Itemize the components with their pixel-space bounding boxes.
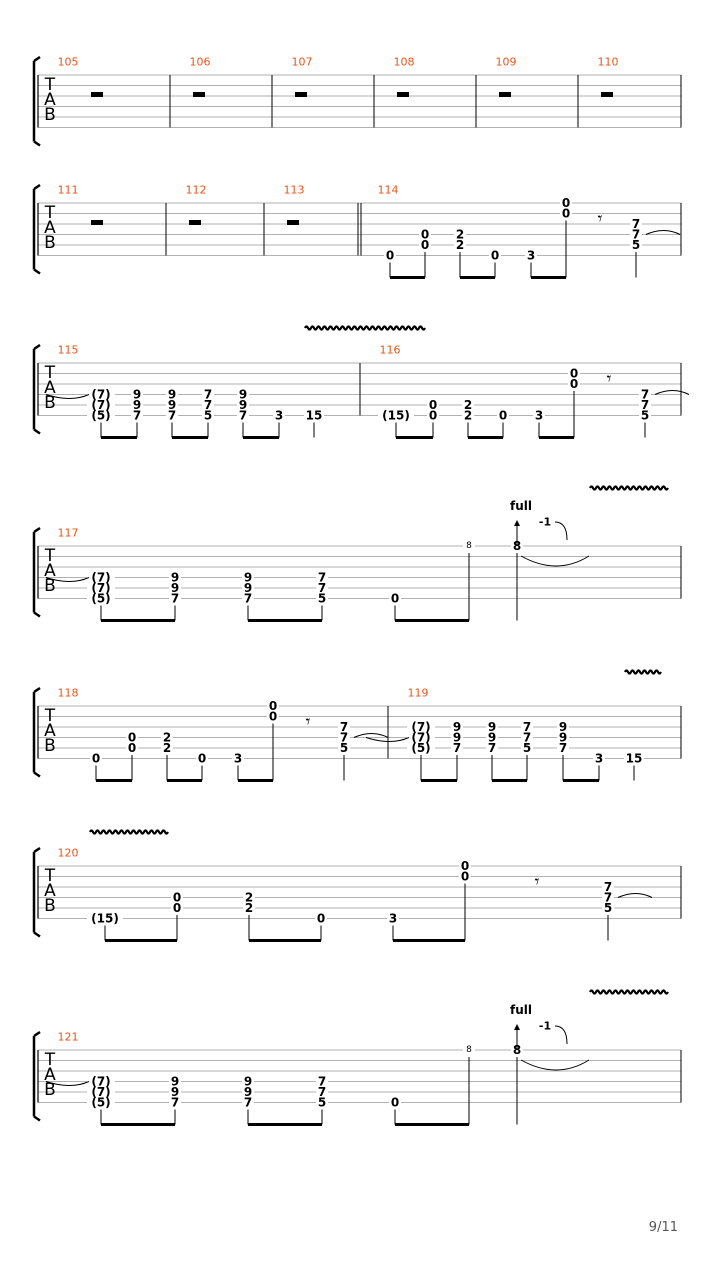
measure-number: 115 — [57, 343, 79, 357]
fret-number: 9 — [558, 730, 568, 745]
fret-number: 9 — [243, 1085, 253, 1099]
fret-number: 7 — [243, 1095, 253, 1110]
tab-clef-t: T — [44, 546, 56, 566]
release-arrow — [555, 522, 567, 540]
fret-number: 9 — [487, 730, 497, 745]
fret-number: 9 — [167, 387, 177, 402]
eighth-rest: 𝄾 — [305, 711, 311, 733]
whole-rest — [91, 220, 103, 225]
fret-number: 9 — [170, 1085, 180, 1099]
tab-system-sys-120 — [34, 848, 681, 941]
eighth-rest: 𝄾 — [597, 208, 603, 230]
vibrato-mark — [90, 831, 168, 834]
bend-arrow-head — [514, 520, 520, 526]
fret-number: 5 — [339, 741, 349, 755]
fret-number: 0 — [91, 751, 101, 766]
fret-number: 0 — [569, 366, 579, 381]
tab-clef-b: B — [44, 233, 56, 253]
fret-number: 0 — [197, 751, 207, 766]
fret-number: 0 — [428, 398, 438, 412]
fret-number: 0 — [569, 377, 579, 391]
system-bracket — [34, 848, 40, 937]
fret-number: 0 — [385, 248, 395, 263]
tab-clef-t: T — [44, 706, 56, 726]
tab-clef-b: B — [44, 1080, 56, 1100]
vibrato-mark — [590, 487, 668, 490]
fret-number: 9 — [238, 387, 248, 402]
fret-number: 2 — [244, 901, 254, 915]
fret-number: 9 — [558, 720, 568, 734]
tab-clef-a: A — [44, 881, 56, 901]
tab-clef-t: T — [44, 203, 56, 223]
whole-rest — [499, 92, 511, 97]
measure-number: 119 — [407, 686, 429, 700]
tab-clef-t: T — [44, 1050, 56, 1070]
fret-number: 7 — [243, 591, 253, 606]
fret-number: 0 — [127, 741, 137, 755]
tab-system-sys-121 — [34, 1024, 681, 1125]
fret-number: 9 — [487, 720, 497, 734]
tab-clef-b: B — [44, 736, 56, 756]
fret-number: 7 — [631, 227, 641, 242]
whole-rest — [397, 92, 409, 97]
fret-number: 2 — [455, 238, 465, 252]
fret-number: 8 — [512, 1043, 522, 1057]
fret-number: 9 — [132, 398, 142, 412]
fret-number: 5 — [631, 238, 641, 252]
tie-arc — [655, 391, 689, 395]
fret-number: 7 — [487, 741, 497, 755]
fret-number: 0 — [172, 890, 182, 905]
fret-number: (7) — [91, 387, 111, 402]
fret-number: 7 — [452, 741, 462, 755]
measure-number: 118 — [57, 686, 79, 700]
fret-number: 0 — [268, 709, 278, 724]
whole-rest — [287, 220, 299, 225]
bend-label: full — [510, 1003, 532, 1017]
fret-number: (5) — [91, 408, 111, 423]
fret-number: 0 — [428, 408, 438, 423]
fret-number: (5) — [91, 1095, 111, 1110]
release-label: -1 — [538, 515, 552, 529]
tab-clef-t: T — [44, 866, 56, 886]
vibrato-mark — [305, 327, 425, 330]
fret-number: 9 — [243, 1074, 253, 1089]
tie-arc — [521, 556, 589, 566]
tab-clef-b: B — [44, 576, 56, 596]
fret-number: 8 — [512, 539, 522, 553]
fret-number: 0 — [316, 911, 326, 926]
fret-number: 7 — [558, 741, 568, 755]
whole-rest — [295, 92, 307, 97]
fret-number: (7) — [91, 581, 111, 595]
fret-number: 0 — [460, 869, 470, 884]
tab-clef-b: B — [44, 896, 56, 916]
fret-number: 9 — [170, 570, 180, 585]
fret-number: 0 — [460, 859, 470, 873]
fret-number: 7 — [603, 890, 613, 905]
fret-number: 7 — [167, 408, 177, 423]
tab-clef-a: A — [44, 378, 56, 398]
tab-clef-t: T — [44, 75, 56, 95]
fret-number: 8 — [466, 541, 472, 551]
fret-number: 2 — [455, 227, 465, 242]
fret-number: 7 — [203, 398, 213, 412]
fret-number: 7 — [317, 570, 327, 585]
fret-number: 7 — [603, 880, 613, 894]
fret-number: 0 — [127, 730, 137, 745]
fret-number: 9 — [243, 581, 253, 595]
measure-number: 120 — [57, 846, 79, 860]
fret-number: (5) — [411, 741, 431, 755]
tab-system-sys-111-114 — [34, 185, 681, 278]
fret-number: 5 — [203, 408, 213, 423]
fret-number: 7 — [522, 720, 532, 734]
fret-number: 3 — [526, 248, 536, 263]
measure-number: 113 — [283, 183, 305, 197]
tab-clef-t: T — [44, 363, 56, 383]
fret-number: 5 — [522, 741, 532, 755]
measure-number: 117 — [57, 526, 79, 540]
fret-number: 9 — [132, 387, 142, 402]
measure-number: 121 — [57, 1030, 79, 1044]
fret-number: 9 — [167, 398, 177, 412]
fret-number: 2 — [162, 730, 172, 745]
tab-clef-a: A — [44, 218, 56, 238]
fret-number: 7 — [317, 1074, 327, 1089]
fret-number: 9 — [452, 730, 462, 745]
fret-number: (7) — [411, 720, 431, 734]
fret-number: 5 — [317, 1095, 327, 1110]
fret-number: 15 — [305, 408, 323, 423]
fret-number: 5 — [603, 901, 613, 915]
fret-number: 0 — [420, 238, 430, 252]
fret-number: (7) — [91, 570, 111, 585]
vibrato-mark — [590, 991, 668, 994]
fret-number: 3 — [233, 751, 243, 766]
fret-number: (15) — [382, 408, 410, 423]
fret-number: 0 — [561, 206, 571, 221]
tie-arc — [521, 1060, 589, 1070]
measure-number: 108 — [393, 55, 415, 69]
release-arrow — [555, 1026, 567, 1044]
measure-number: 116 — [379, 343, 401, 357]
tab-clef-b: B — [44, 393, 56, 413]
fret-number: 7 — [203, 387, 213, 402]
fret-number: (15) — [91, 911, 119, 926]
fret-number: 0 — [172, 901, 182, 915]
tie-arc — [646, 231, 680, 235]
fret-number: 7 — [170, 591, 180, 606]
fret-number: (5) — [91, 591, 111, 606]
bend-arrow-head — [514, 1024, 520, 1030]
measure-number: 111 — [57, 183, 79, 197]
fret-number: 0 — [561, 196, 571, 210]
tab-clef-b: B — [44, 105, 56, 125]
tab-system-sys-117 — [34, 520, 681, 621]
fret-number: 2 — [162, 741, 172, 755]
measure-number: 112 — [185, 183, 207, 197]
fret-number: 7 — [640, 387, 650, 402]
tab-clef-a: A — [44, 721, 56, 741]
fret-number: 9 — [170, 1074, 180, 1089]
fret-number: 7 — [317, 1085, 327, 1099]
fret-number: 9 — [238, 398, 248, 412]
tab-clef-a: A — [44, 1065, 56, 1085]
fret-number: 7 — [522, 730, 532, 745]
fret-number: 0 — [490, 248, 500, 263]
fret-number: 0 — [268, 699, 278, 713]
fret-number: 7 — [339, 720, 349, 734]
vibrato-mark — [625, 671, 661, 674]
fret-number: 7 — [170, 1095, 180, 1110]
release-label: -1 — [538, 1019, 552, 1033]
whole-rest — [601, 92, 613, 97]
system-bracket — [34, 185, 40, 274]
fret-number: 7 — [631, 217, 641, 231]
fret-number: 0 — [498, 408, 508, 423]
tab-system-sys-105-110 — [34, 57, 681, 146]
fret-number: 7 — [238, 408, 248, 423]
measure-number: 106 — [189, 55, 211, 69]
system-bracket — [34, 1032, 40, 1121]
fret-number: 7 — [132, 408, 142, 423]
tie-arc — [618, 894, 652, 898]
fret-number: 9 — [243, 570, 253, 585]
fret-number: 0 — [420, 227, 430, 242]
page-number: 9/11 — [648, 1220, 678, 1235]
fret-number: 7 — [640, 398, 650, 412]
measure-number: 109 — [495, 55, 517, 69]
fret-number: 15 — [625, 751, 643, 766]
system-bracket — [34, 345, 40, 434]
fret-number: 0 — [390, 591, 400, 606]
bend-label: full — [510, 499, 532, 513]
whole-rest — [91, 92, 103, 97]
fret-number: 9 — [452, 720, 462, 734]
fret-number: (7) — [411, 730, 431, 745]
eighth-rest: 𝄾 — [534, 871, 540, 893]
fret-number: 0 — [390, 1095, 400, 1110]
fret-number: 3 — [594, 751, 604, 766]
fret-number: 5 — [640, 408, 650, 423]
tab-clef-a: A — [44, 561, 56, 581]
measure-number: 114 — [377, 183, 399, 197]
tie-arc — [354, 734, 388, 738]
fret-number: 2 — [244, 890, 254, 905]
whole-rest — [189, 220, 201, 225]
fret-number: 3 — [274, 408, 284, 423]
fret-number: 5 — [317, 591, 327, 606]
tab-clef-a: A — [44, 90, 56, 110]
measure-number: 110 — [597, 55, 619, 69]
measure-number: 105 — [57, 55, 79, 69]
fret-number: 2 — [463, 398, 473, 412]
system-bracket — [34, 528, 40, 617]
fret-number: 7 — [339, 730, 349, 745]
fret-number: (7) — [91, 1085, 111, 1099]
eighth-rest: 𝄾 — [606, 368, 612, 390]
fret-number: 3 — [388, 911, 398, 926]
system-bracket — [34, 57, 40, 146]
fret-number: (7) — [91, 1074, 111, 1089]
fret-number: 3 — [534, 408, 544, 423]
fret-number: 7 — [317, 581, 327, 595]
fret-number: 8 — [466, 1045, 472, 1055]
system-bracket — [34, 688, 40, 777]
measure-number: 107 — [291, 55, 313, 69]
fret-number: 2 — [463, 408, 473, 423]
fret-number: (7) — [91, 398, 111, 412]
whole-rest — [193, 92, 205, 97]
fret-number: 9 — [170, 581, 180, 595]
